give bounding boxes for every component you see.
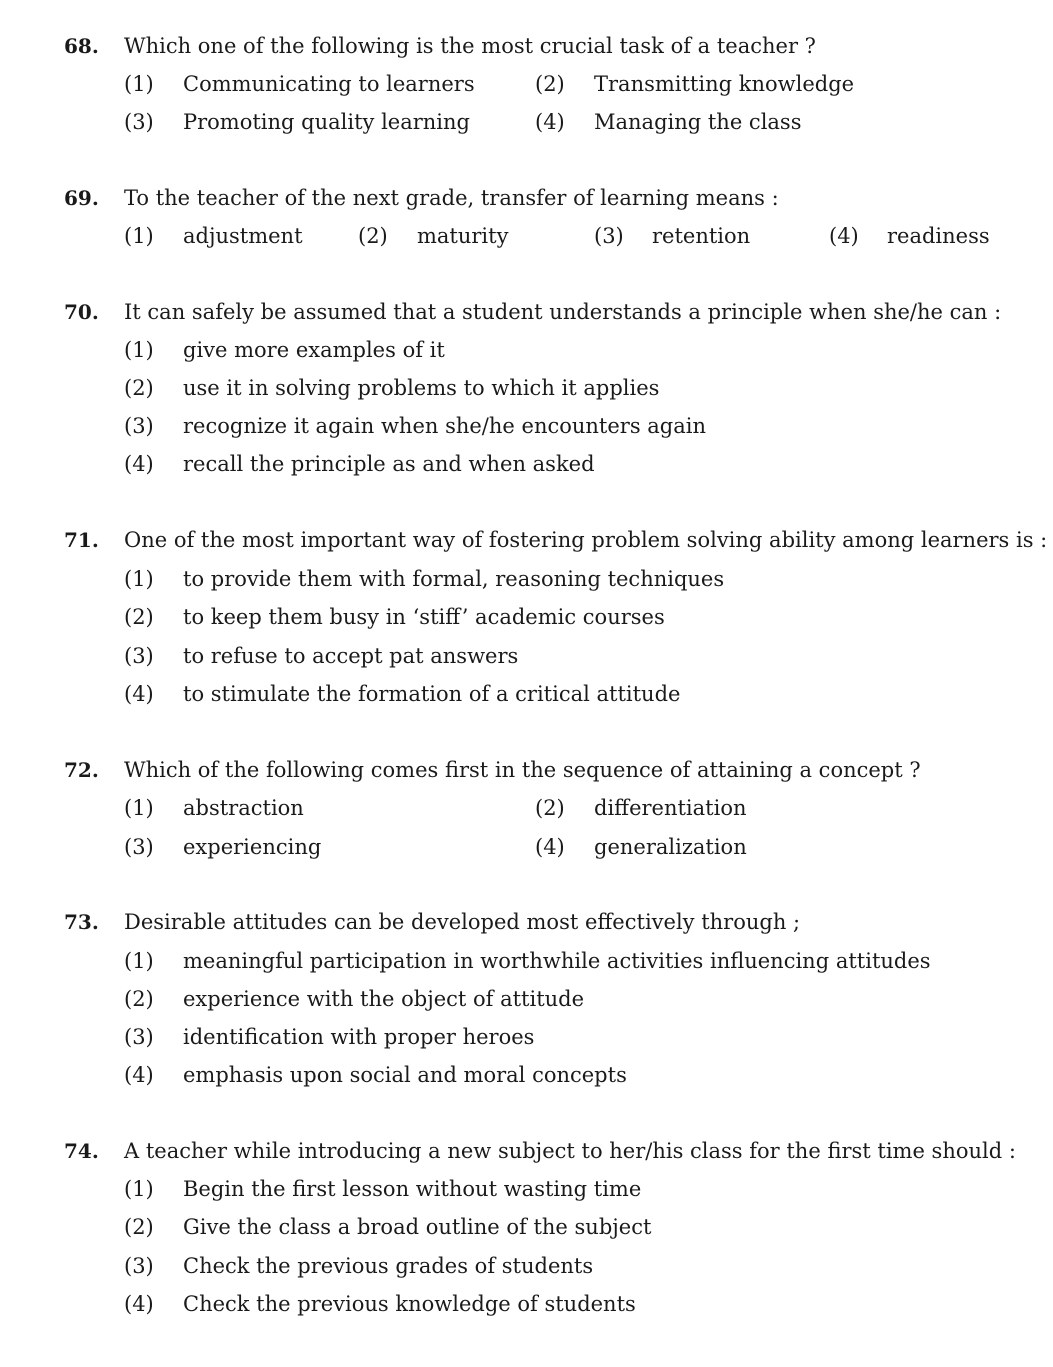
option-text: to refuse to accept pat answers <box>183 644 519 668</box>
question-number: 73. <box>64 910 99 934</box>
option-text: give more examples of it <box>183 338 445 362</box>
option-number: (3) <box>124 835 154 859</box>
option-text: to keep them busy in ‘stiff’ academic courses <box>183 605 665 629</box>
option-number: (3) <box>124 110 154 134</box>
option-text: Check the previous knowledge of students <box>183 1292 636 1316</box>
option-text: recognize it again when she/he encounters again <box>183 414 707 438</box>
option-number: (2) <box>124 987 154 1011</box>
option-text: Check the previous grades of students <box>183 1254 594 1278</box>
option-number: (2) <box>358 224 388 248</box>
option-text: generalization <box>594 835 747 859</box>
option-number: (2) <box>124 376 154 400</box>
option-number: (1) <box>124 224 154 248</box>
option-text: experience with the object of attitude <box>183 987 585 1011</box>
option-number: (1) <box>124 72 154 96</box>
option-text: Give the class a broad outline of the subject <box>183 1215 652 1239</box>
option-number: (4) <box>535 110 565 134</box>
option-text: Begin the first lesson without wasting time <box>183 1177 642 1201</box>
option-text: identification with proper heroes <box>183 1025 535 1049</box>
option-number: (4) <box>535 835 565 859</box>
option-number: (1) <box>124 567 154 591</box>
option-text: emphasis upon social and moral concepts <box>183 1063 627 1087</box>
option-text: differentiation <box>594 796 747 820</box>
option-number: (1) <box>124 796 154 820</box>
option-text: Communicating to learners <box>183 72 475 96</box>
question-text: One of the most important way of fostering problem solving ability among learners is : <box>124 528 1048 552</box>
question-text: A teacher while introducing a new subject to her/his class for the first time should : <box>124 1139 1016 1163</box>
option-text: use it in solving problems to which it applies <box>183 376 660 400</box>
option-text: meaningful participation in worthwhile activities influencing attitudes <box>183 949 931 973</box>
option-text: to provide them with formal, reasoning techniques <box>183 567 725 591</box>
option-number: (3) <box>124 1025 154 1049</box>
question-number: 68. <box>64 34 99 58</box>
option-text: Transmitting knowledge <box>594 72 855 96</box>
option-text: recall the principle as and when asked <box>183 452 595 476</box>
option-text: maturity <box>417 224 509 248</box>
question-number: 71. <box>64 528 99 552</box>
option-text: readiness <box>887 224 990 248</box>
option-number: (1) <box>124 1177 154 1201</box>
option-text: Promoting quality learning <box>183 110 470 134</box>
option-number: (3) <box>124 644 154 668</box>
question-text: Desirable attitudes can be developed most effectively through ; <box>124 910 801 934</box>
question-text: To the teacher of the next grade, transfer of learning means : <box>124 186 779 210</box>
option-text: adjustment <box>183 224 303 248</box>
option-number: (1) <box>124 949 154 973</box>
option-number: (3) <box>124 414 154 438</box>
question-number: 72. <box>64 758 99 782</box>
option-text: experiencing <box>183 835 322 859</box>
option-number: (4) <box>124 1063 154 1087</box>
option-number: (3) <box>594 224 624 248</box>
question-text: It can safely be assumed that a student understands a principle when she/he can : <box>124 300 1002 324</box>
option-number: (2) <box>124 605 154 629</box>
option-number: (2) <box>535 72 565 96</box>
question-text: Which one of the following is the most crucial task of a teacher ? <box>124 34 816 58</box>
question-number: 69. <box>64 186 99 210</box>
option-number: (4) <box>124 682 154 706</box>
question-number: 70. <box>64 300 99 324</box>
option-text: abstraction <box>183 796 304 820</box>
option-text: to stimulate the formation of a critical attitude <box>183 682 681 706</box>
option-number: (1) <box>124 338 154 362</box>
option-number: (3) <box>124 1254 154 1278</box>
option-text: retention <box>652 224 751 248</box>
option-number: (4) <box>829 224 859 248</box>
option-number: (4) <box>124 452 154 476</box>
option-number: (4) <box>124 1292 154 1316</box>
question-number: 74. <box>64 1139 99 1163</box>
option-text: Managing the class <box>594 110 802 134</box>
option-number: (2) <box>535 796 565 820</box>
option-number: (2) <box>124 1215 154 1239</box>
question-text: Which of the following comes first in the sequence of attaining a concept ? <box>124 758 921 782</box>
